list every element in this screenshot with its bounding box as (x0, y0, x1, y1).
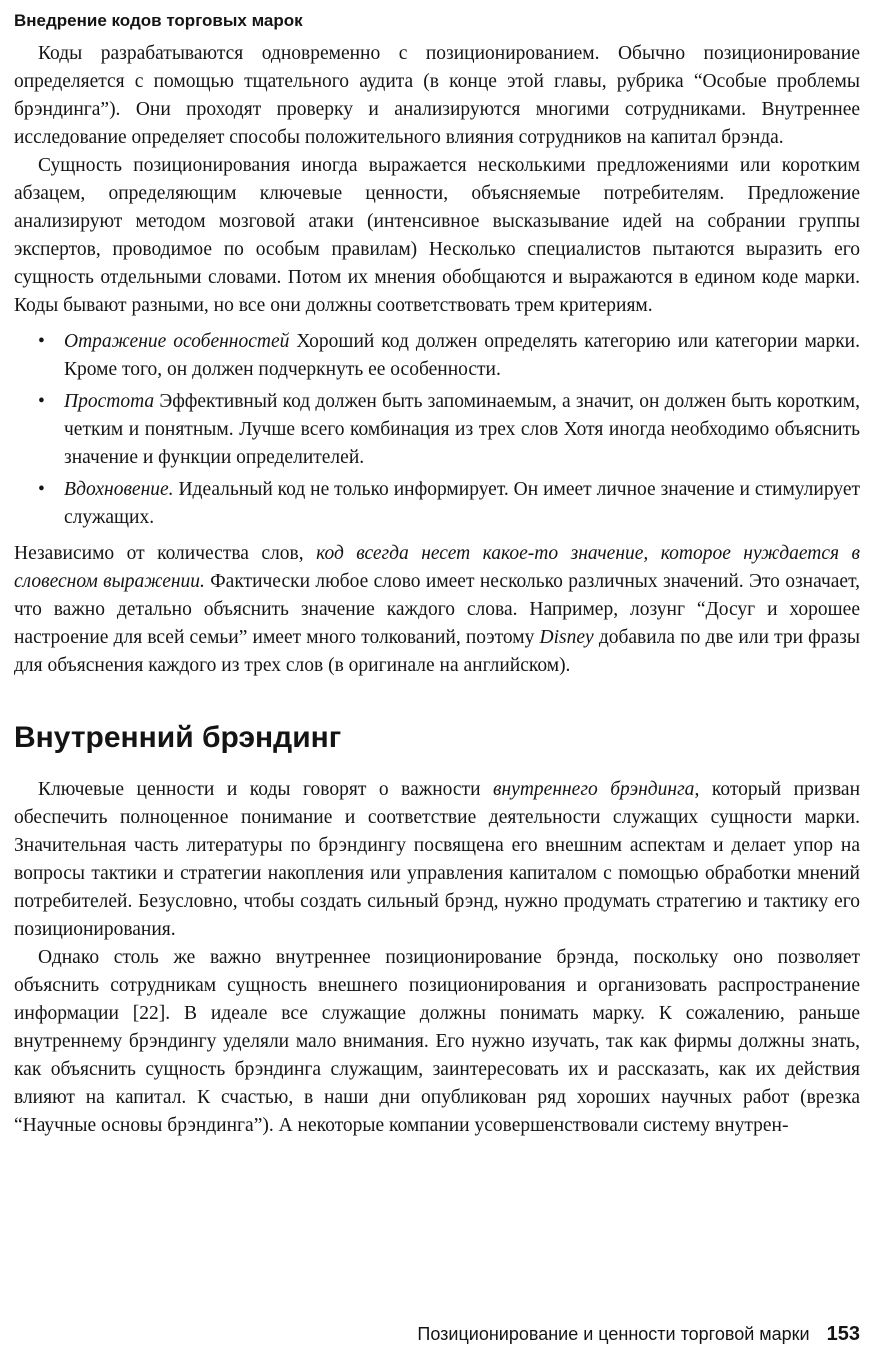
paragraph-3 (14, 540, 860, 680)
bullet-icon: • (38, 391, 45, 412)
bullet-icon: • (38, 479, 45, 500)
paragraph-4-end: , который призван обеспечить полноценное понимание и соответствие деятельности служащих сущности марки. Значительная часть литературы по брэндингу посвящена его внешним аспектам и делает упор на вопросы тактики и стратегии накопления или управления капиталом с помощью обработки мнений потребителей. Безусловно, чтобы создать сильный брэнд, нужно продумать стратегию и тактику его позиционирования. (14, 779, 861, 940)
paragraph-2: Сущность позиционирования иногда выражается несколькими предложениями или коротким абзацем, определяющим ключевые ценности, объясняемые потребителям. Предложение анализируют методом мозговой атаки (интенсивное высказывание идей на собрании группы экспертов, проводимое по особым правилам) Несколько специалистов пытаются выразить его сущность отдельными словами. Потом их мнения обобщаются и выражаются в едином коде марки. Коды бывают разными, но все они должны соответствовать трем критериям. (14, 155, 860, 316)
list-item (38, 388, 860, 472)
paragraph-1: Коды разрабатываются одновременно с позиционированием. Обычно позиционирование определяется с помощью тщательного аудита (в конце этой главы, рубрика “Особые проблемы брэндинга”). Они проходят проверку и анализируются многими сотрудниками. Внутреннее исследование определяет способы положительного влияния сотрудников на капитал брэнда. (14, 43, 860, 148)
paragraph-3-italic: код всегда несет какое-то значение, которое нуждается в словесном выражении. (14, 543, 861, 592)
list-item-text: Идеальный код не только информирует. Он имеет личное значение и стимулирует служащих. (64, 479, 861, 528)
paragraph-5: Однако столь же важно внутреннее позиционирование брэнда, поскольку оно позволяет объяснить сотрудникам сущность внешнего позиционирования и организовать распространение информации [22]. В идеале все служащие должны понимать марку. К сожалению, раньше внутреннему брэндингу уделяли мало внимания. Его нужно изучать, так как фирмы должны знать, как объяснить сущность брэндинга служащим, заинтересовать их и рассказать, как их действия влияют на капитал. К счастью, в наши дни опубликован ряд хороших научных работ (врезка “Научные основы брэндинга”). А некоторые компании усовершенствовали систему внутрен- (14, 947, 860, 1136)
page-number: 153 (826, 1323, 860, 1345)
paragraph-4-italic: внутреннего брэндинга (493, 779, 695, 800)
list-item (38, 476, 861, 532)
list-item-term: Простота (64, 391, 155, 412)
section-title: Внедрение кодов торговых марок (14, 11, 303, 30)
page-body (14, 40, 860, 1140)
paragraph-3-company: Disney (539, 627, 594, 648)
list-item-term: Вдохновение. (64, 479, 174, 500)
criteria-list (14, 328, 860, 532)
page-footer (0, 1322, 860, 1346)
paragraph-4-start: Ключевые ценности и коды говорят о важности (38, 779, 481, 800)
paragraph-4 (14, 776, 860, 944)
paragraph-3-start: Независимо от количества слов, (14, 543, 304, 564)
running-title: Позиционирование и ценности торговой марки (417, 1324, 810, 1344)
list-item-text: Эффективный код должен быть запоминаемым, а значит, он должен быть коротким, четким и понятным. Лучше всего комбинация из трех слов Хотя иногда необходимо объяснить значение и функции определителей. (64, 391, 860, 468)
list-item-text: Хороший код должен определять категорию или категории марки. Кроме того, он должен подчеркнуть ее особенности. (64, 331, 860, 380)
list-item (38, 328, 860, 384)
list-item-term: Отражение особенностей (64, 331, 290, 352)
bullet-icon: • (38, 331, 45, 352)
paragraph-3-end: добавила по две или три фразы для объяснения каждого из трех слов (в оригинале на английском). (14, 627, 861, 676)
paragraph-3-mid: Фактически любое слово имеет несколько различных значений. Это означает, что важно детально объяснить значение каждого слова. Например, лозунг “Досуг и хорошее настроение для всей семьи” имеет много толкований, поэтому (14, 571, 861, 648)
chapter-subheading: Внутренний брэндинг (14, 721, 342, 754)
